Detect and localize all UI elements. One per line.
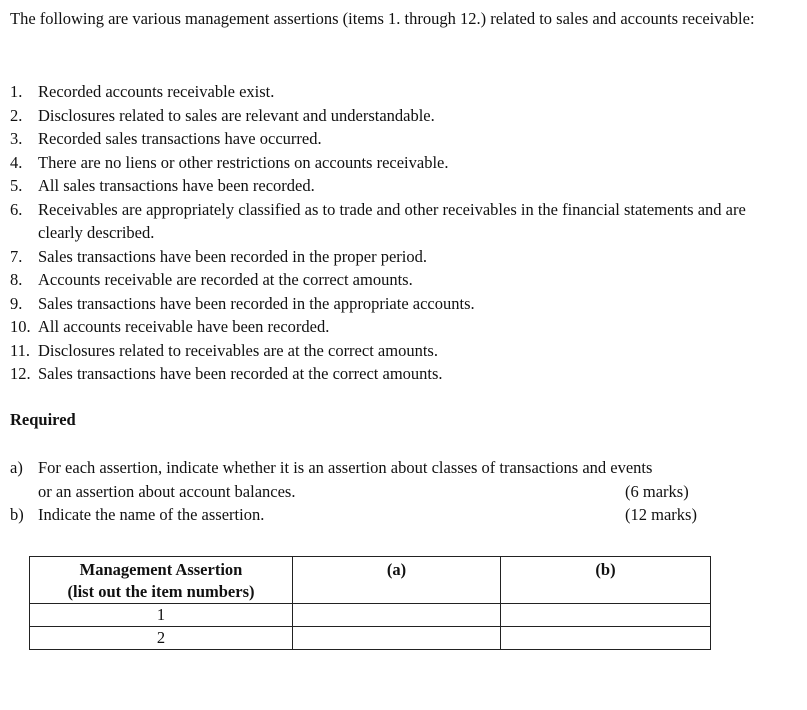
marks-label: (6 marks) <box>625 481 689 501</box>
item-text: There are no liens or other restrictions on accounts receivable. <box>38 152 449 172</box>
item-number: 10. <box>10 317 31 336</box>
table-row <box>30 604 711 627</box>
header-col-b: (b) <box>501 557 711 604</box>
item-text: Recorded sales transactions have occurred. <box>38 129 322 148</box>
answer-cell-b[interactable] <box>501 627 711 650</box>
item-text: Sales transactions have been recorded in the proper period. <box>38 246 427 266</box>
requirement-letter: b) <box>10 505 24 524</box>
list-item <box>10 151 780 175</box>
assertion-list <box>10 80 780 386</box>
header-line: Management Assertion <box>79 560 243 579</box>
item-number: 12. <box>10 364 31 383</box>
item-text: Disclosures related to sales are relevant and understandable. <box>38 105 435 125</box>
requirements-list <box>10 456 800 527</box>
item-number: 4. <box>10 152 23 172</box>
item-number: 11. <box>10 340 31 360</box>
item-number: 1. <box>10 82 23 101</box>
list-item <box>10 362 780 386</box>
item-number: 5. <box>10 176 23 195</box>
list-item <box>10 104 780 128</box>
row-number: 2 <box>30 627 293 650</box>
list-item <box>10 245 780 269</box>
list-item <box>10 80 780 104</box>
answer-cell-b[interactable] <box>501 604 711 627</box>
requirement-a <box>10 456 800 503</box>
item-text: All sales transactions have been recorded. <box>38 176 315 195</box>
item-number: 9. <box>10 293 23 313</box>
list-item <box>10 198 780 245</box>
list-item <box>10 268 780 292</box>
list-item <box>10 339 780 363</box>
item-text: Receivables are appropriately classified as to trade and other receivables in the financial statements and are clearly described. <box>38 199 746 242</box>
item-number: 2. <box>10 105 23 125</box>
requirement-text-cont: or an assertion about account balances. <box>38 481 296 501</box>
list-item <box>10 174 780 198</box>
requirement-b <box>10 503 800 527</box>
list-item <box>10 292 780 316</box>
requirement-letter: a) <box>10 458 23 477</box>
requirement-text: For each assertion, indicate whether it is an assertion about classes of transactions and events <box>38 458 653 477</box>
list-item <box>10 315 780 339</box>
item-text: Recorded accounts receivable exist. <box>38 82 275 101</box>
table-header-row <box>30 557 711 604</box>
header-management-assertion <box>30 557 293 604</box>
row-number: 1 <box>30 604 293 627</box>
answer-cell-a[interactable] <box>293 627 501 650</box>
table-row <box>30 627 711 650</box>
marks-label: (12 marks) <box>625 505 697 524</box>
required-heading: Required <box>10 410 76 429</box>
list-item <box>10 127 780 151</box>
header-line: (list out the item numbers) <box>67 582 255 601</box>
requirement-text: Indicate the name of the assertion. <box>38 505 265 524</box>
item-text: Disclosures related to receivables are at the correct amounts. <box>38 340 438 360</box>
intro-paragraph: The following are various management assertions (items 1. through 12.) related to sales and accounts receivable: <box>10 9 755 28</box>
answer-cell-a[interactable] <box>293 604 501 627</box>
item-text: Accounts receivable are recorded at the correct amounts. <box>38 270 413 289</box>
item-text: All accounts receivable have been recorded. <box>38 317 330 336</box>
item-number: 3. <box>10 129 23 148</box>
header-col-a: (a) <box>293 557 501 604</box>
item-number: 6. <box>10 199 23 219</box>
answer-table <box>29 556 711 650</box>
item-text: Sales transactions have been recorded in the appropriate accounts. <box>38 293 475 313</box>
item-number: 7. <box>10 246 23 266</box>
item-number: 8. <box>10 270 23 289</box>
item-text: Sales transactions have been recorded at the correct amounts. <box>38 364 443 383</box>
